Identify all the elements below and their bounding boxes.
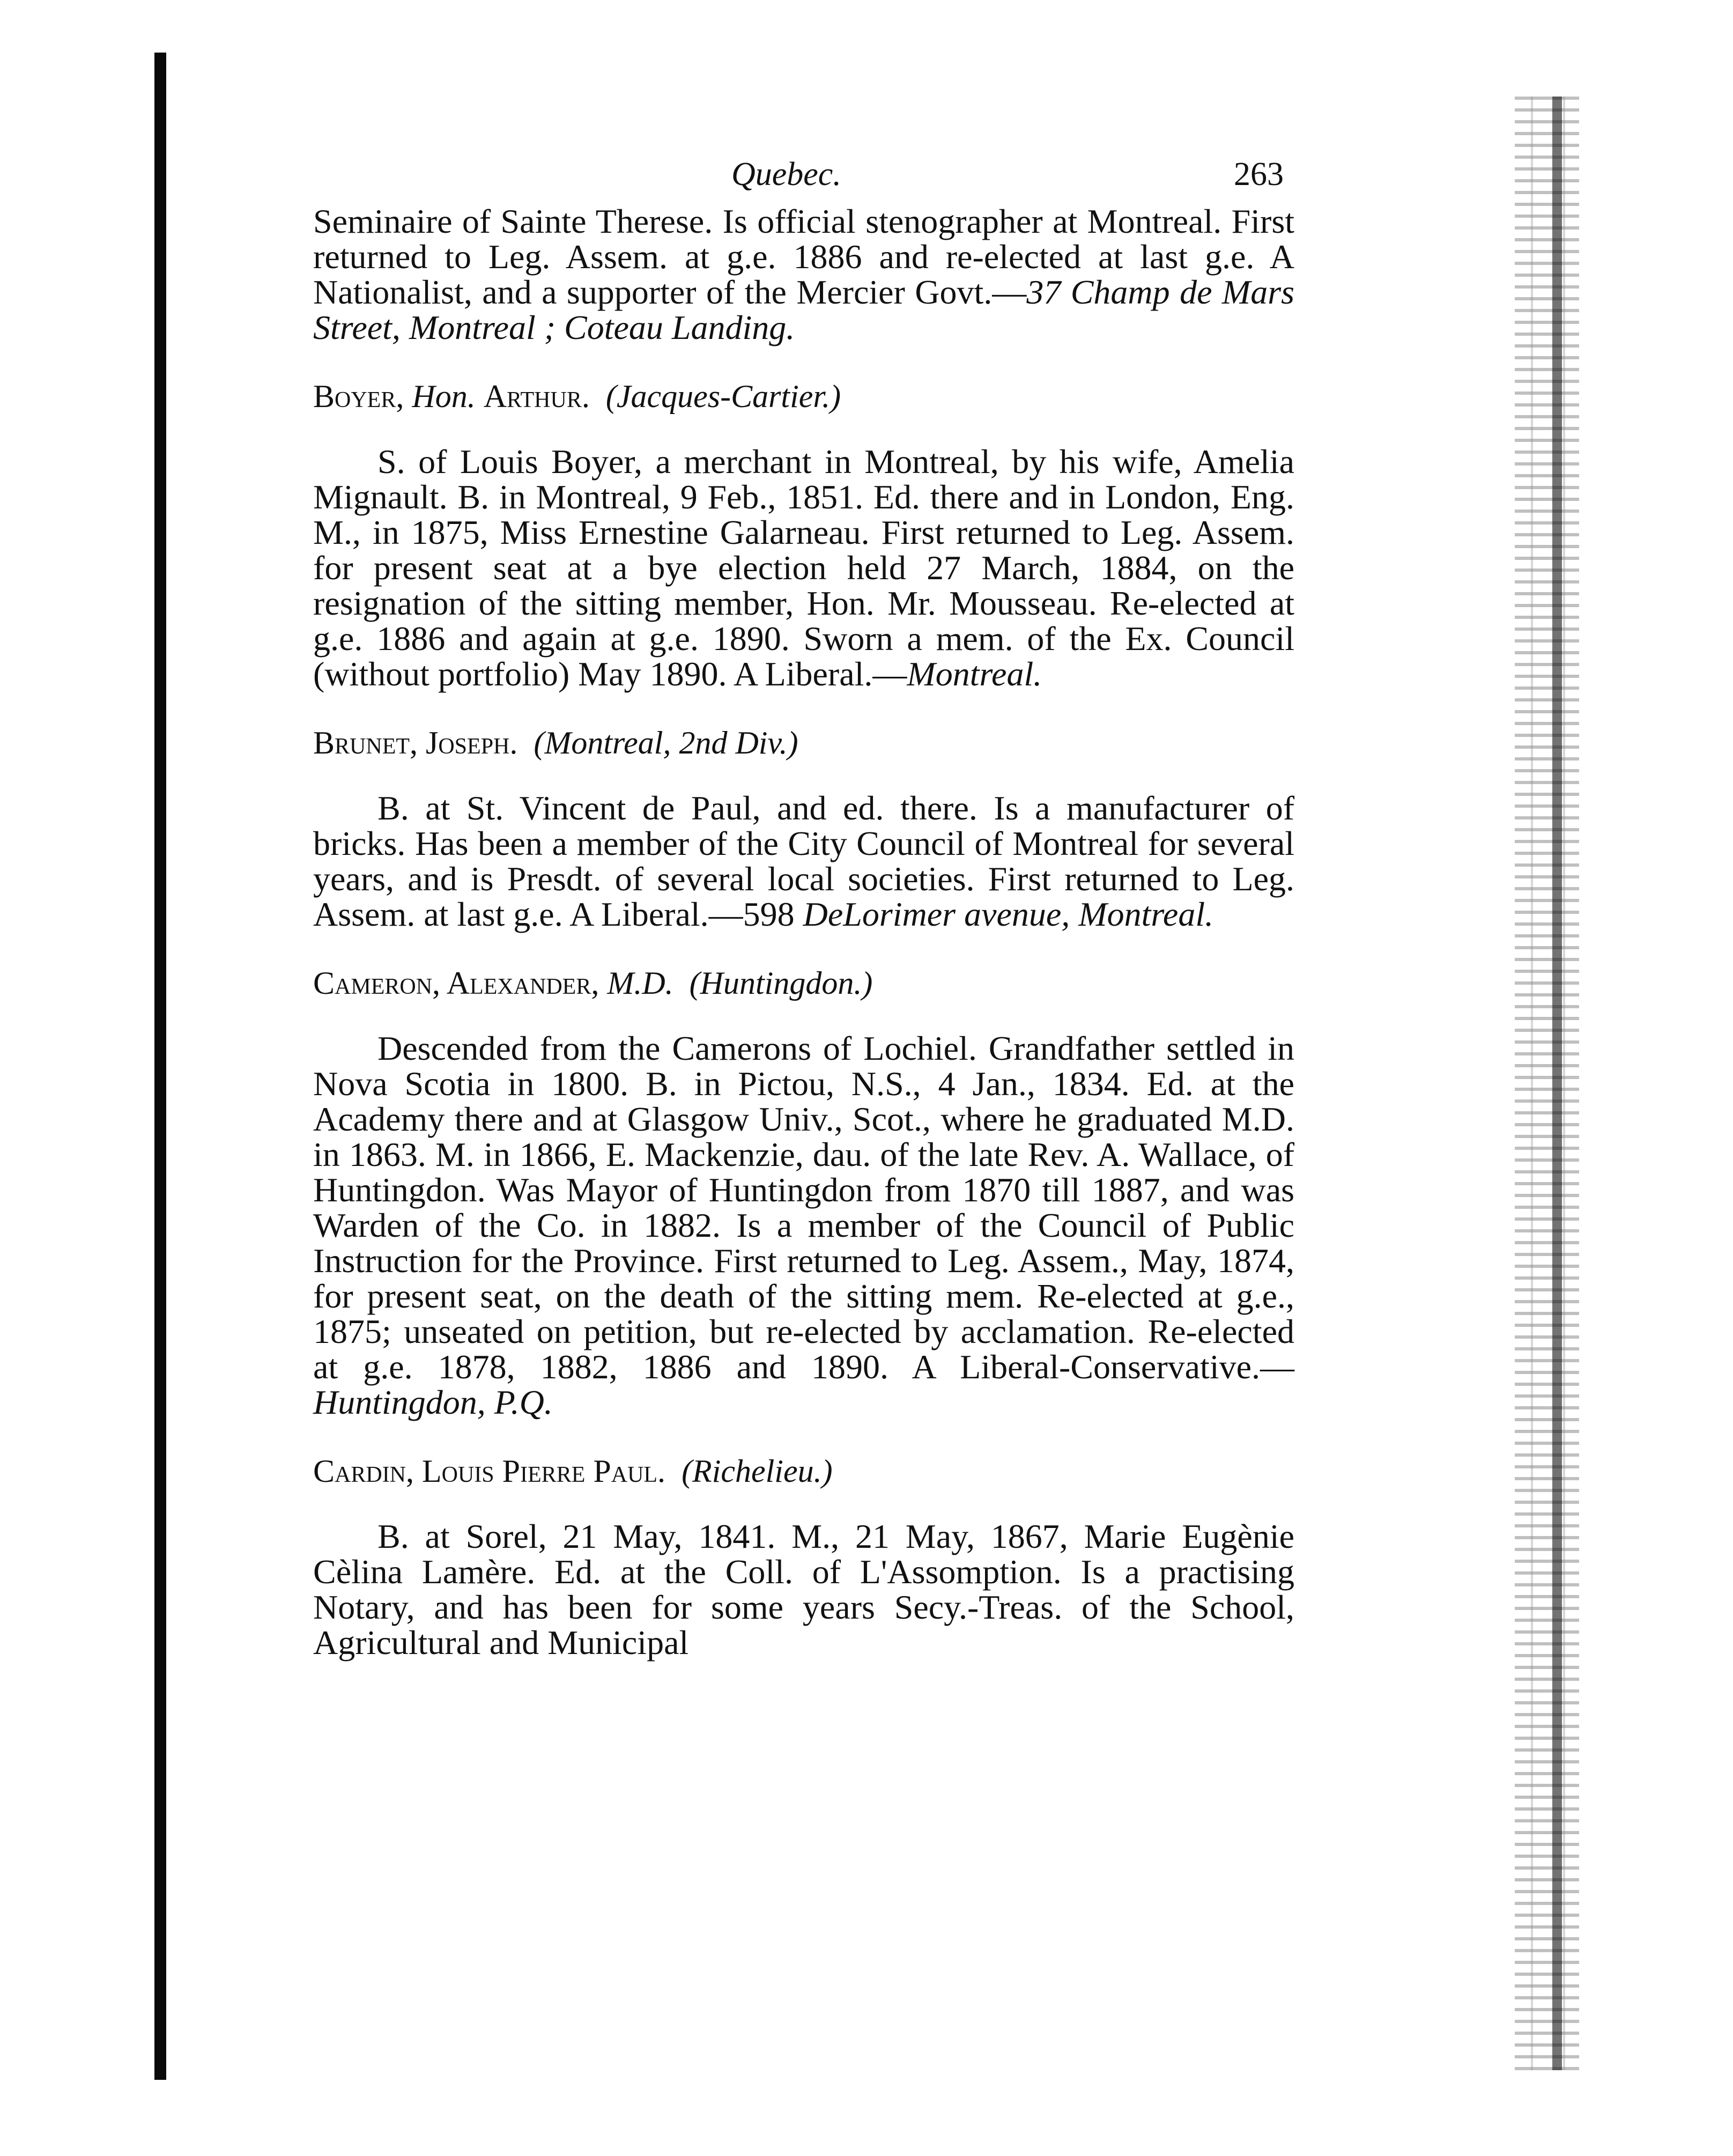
- entry-district: (Huntingdon.): [689, 965, 873, 1001]
- entry-text: Descended from the Camerons of Lochiel. Grandfather settled in Nova Scotia in 1800. B. in Pictou, N.S., 4 Jan., 1834. Ed. at the Academy there and at Glasgow Univ., Scot., where he graduated M.D. in 1863. M. in 1866, E. Mackenzie, dau. of the late Rev. A. Wallace, of Huntingdon. Was Mayor of Huntingdon from 1870 till 1887, and was Warden of the Co. in 1882. Is a member of the Council of Public Instruction for the Province. First returned to Leg. Assem., May, 1874, for present seat, on the death of the sitting mem. Re-elected at g.e., 1875; unseated on petition, but re-elected by acclamation. Re-elected at g.e. 1878, 1882, 1886 and 1890. A Liberal-Conservative.—: [313, 1029, 1294, 1386]
- entry-text: B. at St. Vincent de Paul, and ed. there. Is a manufacturer of bricks. Has been a member of the City Council of Montreal for several years, and is Presdt. of several local societies. First returned to Leg. Assem. at last g.e. A Liberal.—598: [313, 789, 1294, 933]
- entry-name: Cardin, Louis Pierre Paul.: [313, 1453, 666, 1489]
- entry-body-boyer: [313, 444, 1294, 692]
- entry-body-cardin: [313, 1519, 1294, 1660]
- binding-shadow: [154, 53, 166, 2080]
- entry-heading-brunet: [313, 725, 1294, 760]
- entry-address: DeLorimer avenue, Montreal.: [803, 895, 1214, 933]
- entry-address: Huntingdon, P.Q.: [313, 1383, 553, 1421]
- entry-given-name: Arthur.: [483, 379, 590, 414]
- running-title: Quebec.: [731, 156, 841, 193]
- running-head: [313, 156, 1294, 204]
- scan-edge-strip: [1552, 97, 1562, 2070]
- book-page: [313, 156, 1294, 1660]
- continuation-address: 37 Champ de Mars Street, Montreal ; Coteau Landing.: [313, 273, 1295, 346]
- entry-district: (Richelieu.): [682, 1453, 833, 1489]
- entry-name: Boyer,: [313, 379, 404, 414]
- entry-heading-cameron: [313, 965, 1294, 1001]
- entry-address: Montreal.: [907, 655, 1042, 693]
- entry-text: B. at Sorel, 21 May, 1841. M., 21 May, 1867, Marie Eugènie Cèlina Lamère. Ed. at the Coll. of L'Assomption. Is a practising Notary, and has been for some years Secy.-Treas. of the School, Agricultural and Municipal: [313, 1517, 1294, 1662]
- entry-heading-cardin: [313, 1453, 1294, 1489]
- entry-body-cameron: [313, 1031, 1294, 1420]
- entry-name: Brunet, Joseph.: [313, 725, 518, 760]
- page-number: 263: [1234, 156, 1284, 193]
- entry-district: (Jacques-Cartier.): [605, 379, 841, 414]
- entry-body-brunet: [313, 791, 1294, 932]
- entry-honorific: Hon.: [412, 379, 476, 414]
- entry-district: (Montreal, 2nd Div.): [534, 725, 798, 760]
- entry-name: Cameron, Alexander,: [313, 965, 599, 1001]
- entry-text: S. of Louis Boyer, a merchant in Montreal, by his wife, Amelia Mignault. B. in Montreal, 9 Feb., 1851. Ed. there and in London, Eng. M., in 1875, Miss Ernestine Galarneau. First returned to Leg. Assem. for present seat at a bye election held 27 March, 1884, on the resignation of the sitting member, Hon. Mr. Mousseau. Re-elected at g.e. 1886 and again at g.e. 1890. Sworn a mem. of the Ex. Council (without portfolio) May 1890. A Liberal.—: [313, 442, 1294, 693]
- scan-edge-noise: [1515, 97, 1579, 2070]
- entry-heading-boyer: [313, 379, 1294, 414]
- continuation-paragraph: [313, 204, 1294, 345]
- continuation-text: Seminaire of Sainte Therese. Is official stenographer at Montreal. First returned to Leg. Assem. at g.e. 1886 and re-elected at last g.e. A Nationalist, and a supporter of the Mercier Govt.—: [313, 202, 1294, 311]
- entry-degree: M.D.: [607, 965, 673, 1001]
